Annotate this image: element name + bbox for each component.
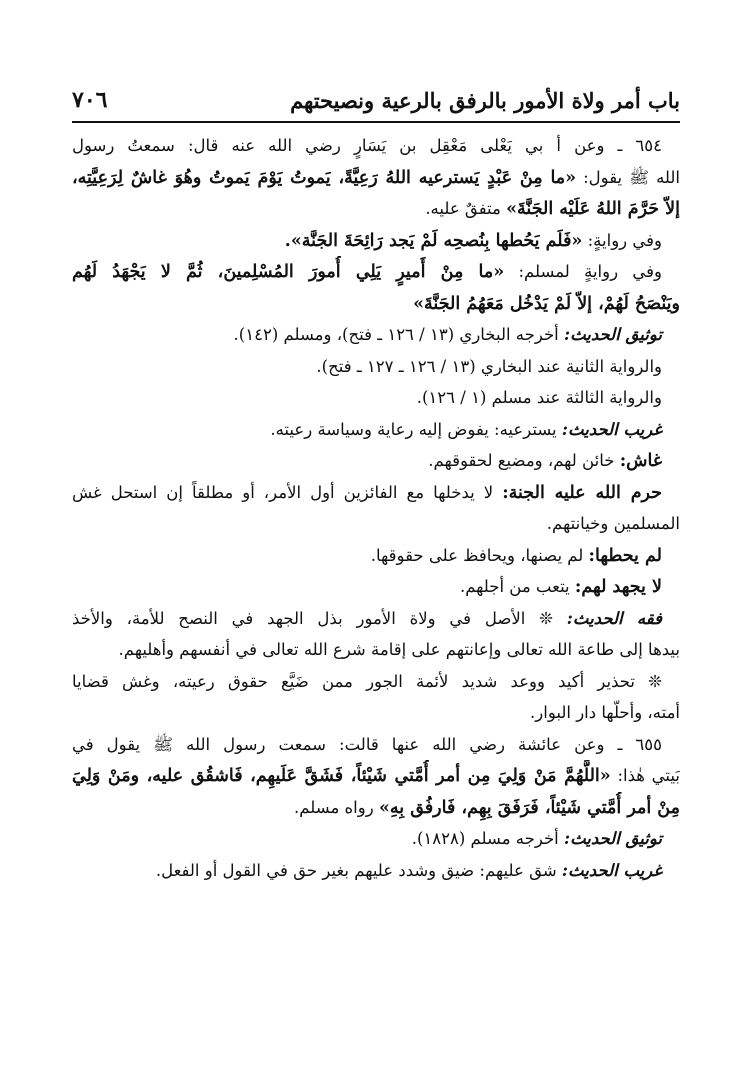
takhrij-text: والرواية الثالثة عند مسلم (١ / ١٢٦).: [416, 388, 662, 407]
gharib-654-line-1: [72, 414, 680, 446]
fiqh-654-line-1: [72, 603, 680, 635]
hadith-654-quote: ويَنْصَحُ لَهُمْ، إلاّ لَمْ يَدْخُل مَعَهُمُ الجَنَّةَ»: [413, 293, 680, 314]
gharib-text: يسترعيه: يفوض إليه رعاية وسياسة رعيته.: [270, 419, 562, 439]
section-heading: غريب الحديث:: [561, 419, 662, 439]
section-heading: توثيق الحديث:: [563, 829, 662, 848]
page-header: [72, 82, 680, 118]
hadith-655-line-2: [72, 760, 680, 792]
definition: لم يصنها، ويحافظ على حقوقها.: [370, 545, 589, 565]
term: لا يجهد لهم:: [574, 577, 662, 597]
gharib-654-line-2: [72, 445, 680, 477]
gharib-text: شق عليهم: ضيق وشدد عليهم بغير حق في القول أو الفعل.: [155, 860, 562, 880]
fiqh-text: ❊ الأصل في ولاة الأمور بذل الجهد في النصح للأمة، والأخذ: [72, 608, 567, 628]
takhrij-text: أخرجه مسلم (١٨٢٨).: [411, 829, 564, 848]
header-divider: [72, 121, 680, 123]
hadith-654-quote: «فَلَم يَحُطها بِنُصحِه لَمْ يَجد رَائِحَةَ الجَنَّة».: [284, 230, 583, 251]
hadith-654-line-1: [72, 130, 680, 162]
section-heading: غريب الحديث:: [561, 860, 662, 880]
gharib-654-line-5: [72, 540, 680, 572]
hadith-654-text: متفقٌ عليه.: [425, 199, 507, 218]
hadith-654-text: وفي روايةٍ:: [582, 230, 662, 250]
hadith-655-text: بَيتي هٰذا:: [610, 766, 680, 785]
hadith-654-line-3: [72, 193, 680, 225]
hadith-654-text: ٦٥٤ ـ وعن أ بي يَعْلى مَعْقِل بن يَسَارٍ رضي الله عنه قال: سمعتُ رسول: [72, 136, 662, 155]
hadith-655-text: رواه مسلم.: [294, 797, 379, 817]
definition: خائن لهم، ومضيع لحقوقهم.: [428, 451, 620, 470]
hadith-654-text: وفي روايةٍ لمسلم:: [504, 262, 663, 281]
fiqh-654-line-3: [72, 666, 680, 698]
hadith-654-line-5: [72, 256, 680, 288]
hadith-654-line-2: [72, 162, 680, 194]
gharib-654-line-4: [72, 508, 680, 540]
hadith-655-line-3: [72, 792, 680, 824]
hadith-654-quote: إلاّ حَرَّمَ اللهُ عَلَيْه الجَنَّةَ»: [506, 199, 680, 219]
term: حرم الله عليه الجنة:: [502, 482, 663, 503]
fiqh-text: أمته، وأحلّها دار البوار.: [530, 703, 680, 722]
takhrij-text: أخرجه البخاري (١٣ / ١٢٦ ـ فتح)، ومسلم (١٤٢).: [233, 325, 564, 344]
takhrij-655-line-1: [72, 823, 680, 855]
chapter-title: باب أمر ولاة الأمور بالرفق بالرعية ونصيحتهم: [290, 87, 680, 113]
definition: يتعب من أجلهم.: [459, 577, 575, 596]
section-heading: فقه الحديث:: [566, 608, 662, 628]
hadith-654-quote: «ما مِنْ عَبْدٍ يَسترعيه اللهُ رَعِيَّةً، يَموتُ يَوْمَ يَموتُ وهُوَ غاشٌ لِرَعِيَّتِه،: [72, 167, 577, 188]
hadith-654-line-6: [72, 288, 680, 320]
hadith-654-text: الله ﷺ يقول:: [576, 167, 680, 187]
section-heading: توثيق الحديث:: [563, 325, 662, 344]
takhrij-654-line-3: [72, 382, 680, 414]
definition: المسلمين وخيانتهم.: [546, 514, 680, 533]
gharib-655-line-1: [72, 855, 680, 887]
hadith-654-quote: «ما مِنْ أَميرٍ يَلِي أُمورَ المُسْلِمينَ، ثُمَّ لا يَجْهَدُ لَهُم: [72, 262, 505, 282]
definition: لا يدخلها مع الفائزين أول الأمر، أو مطلقاً إن استحل غش: [72, 482, 503, 502]
hadith-655-quote: «اللَّهُمَّ مَنْ وَلِيَ مِن أمر أُمَّتي شَيْئاً، فَشَقَّ عَلَيهِم، فَاشقُق عليه، ومَنْ وَلِيَ: [72, 766, 611, 786]
fiqh-654-line-4: [72, 697, 680, 729]
takhrij-text: والرواية الثانية عند البخاري (١٣ / ١٢٦ ـ ١٢٧ ـ فتح).: [316, 356, 662, 376]
page-body: [72, 130, 680, 886]
term: غاش:: [619, 451, 662, 471]
fiqh-text: بيدها إلى طاعة الله تعالى وإعانتهم على إقامة شرع الله تعالى في أنفسهم وأهليهم.: [118, 640, 680, 659]
hadith-655-quote: مِنْ أمر أُمَّتي شَيْئاً، فَرَفَقَ بِهِم، فَارفُق بِهِ»: [378, 797, 680, 818]
hadith-655-line-1: [72, 729, 680, 761]
gharib-654-line-6: [72, 571, 680, 603]
fiqh-654-line-2: [72, 634, 680, 666]
fiqh-text: ❊ تحذير أكيد ووعد شديد لأئمة الجور ممن ضَيَّع حقوق رعيته، وغش قضايا: [72, 671, 662, 691]
takhrij-654-line-2: [72, 351, 680, 383]
hadith-655-text: ٦٥٥ ـ وعن عائشة رضي الله عنها قالت: سمعت رسول الله ﷺ يقول في: [72, 734, 662, 754]
takhrij-654-line-1: [72, 319, 680, 351]
term: لم يحطها:: [588, 545, 662, 566]
page-number: ٧٠٦: [72, 87, 108, 113]
hadith-654-line-4: [72, 225, 680, 257]
gharib-654-line-3: [72, 477, 680, 509]
